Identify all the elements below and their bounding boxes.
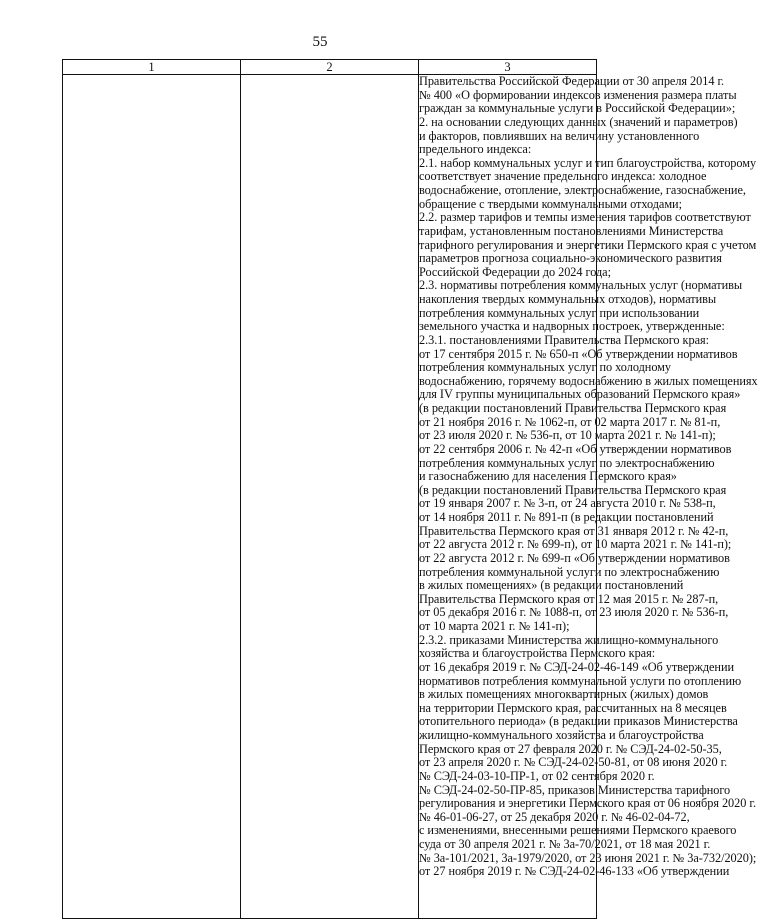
text-line: № 400 «О формировании индексов изменения размера платы	[419, 87, 737, 102]
text-line: в жилых помещениях многоквартирных (жилых) домов	[419, 687, 709, 702]
text-line: отопительного периода» (в редакции приказов Министерства	[419, 714, 738, 729]
text-line: от 22 августа 2012 г. № 699-п «Об утверждении нормативов	[419, 550, 730, 565]
text-line: 2.3.2. приказами Министерства жилищно-коммунального	[419, 632, 719, 647]
text-line: Российской Федерации до 2024 года;	[419, 264, 611, 279]
text-line: накопления твердых коммунальных отходов), нормативы	[419, 292, 717, 306]
text-line: № СЭД-24-02-50-ПР-85, приказов Министерства тарифного	[419, 782, 731, 797]
text-line: Правительства Российской Федерации от 30 апреля 2014 г.	[419, 74, 725, 88]
text-line: жилищно-коммунального хозяйства и благоустройства	[419, 728, 704, 742]
text-line: потребления коммунальных услуг при использовании	[419, 305, 700, 320]
text-line: 2.2. размер тарифов и темпы изменения тарифов соответствуют	[419, 210, 751, 225]
text-line: на территории Пермского края, рассчитанных на 8 месяцев	[419, 700, 727, 715]
text-line: потребления коммунальной услуги по электроснабжению	[419, 564, 720, 579]
text-line: от 27 ноября 2019 г. № СЭД-24-02-46-133 «Об утверждении	[419, 864, 730, 879]
text-line: суда от 30 апреля 2021 г. № 3а-70/2021, от 18 мая 2021 г.	[419, 837, 711, 851]
text-line: от 10 марта 2021 г. № 141-п);	[419, 619, 570, 633]
text-line: предельного индекса:	[419, 142, 532, 157]
page-number: 55	[312, 34, 328, 50]
text-line: параметров прогноза социально-экономического развития	[419, 251, 722, 266]
text-line: 2. на основании следующих данных (значений и параметров)	[419, 114, 738, 129]
text-line: потребления коммунальных услуг по электроснабжению	[419, 455, 715, 470]
cell-column-1	[63, 75, 241, 919]
text-line: от 23 июля 2020 г. № 536-п, от 10 марта 2021 г. № 141-п);	[419, 428, 716, 443]
text-line: обращение с твердыми коммунальными отходами;	[419, 196, 682, 211]
text-line: и газоснабжению для населения Пермского края»	[419, 469, 677, 484]
text-line: хозяйства и благоустройства Пермского края:	[419, 646, 656, 661]
text-line: для IV группы муниципальных образований Пермского края»	[419, 387, 741, 402]
text-line: водоснабжение, отопление, электроснабжение, газоснабжение,	[419, 183, 746, 197]
text-line: от 19 января 2007 г. № 3-п, от 24 августа 2010 г. № 538-п,	[419, 496, 716, 511]
text-block	[419, 74, 758, 879]
text-line: от 22 августа 2012 г. № 699-п), от 10 марта 2021 г. № 141-п);	[419, 537, 732, 552]
text-line: нормативов потребления коммунальной услуги по отоплению	[419, 673, 742, 688]
table-header-row	[63, 60, 597, 75]
text-line: Пермского края от 27 февраля 2020 г. № СЭД-24-02-50-35,	[419, 741, 722, 756]
text-line: № 3а-101/2021, 3а-1979/2020, от 23 июня 2021 г. № 3а-732/2020);	[419, 850, 757, 865]
text-line: граждан за коммунальные услуги в Российской Федерации»;	[419, 101, 736, 116]
cell-column-2	[241, 75, 419, 919]
column-header-1: 1	[63, 60, 241, 75]
text-line: тарифного регулирования и энергетики Пермского края с учетом	[419, 237, 757, 252]
cell-column-3	[419, 74, 758, 919]
text-line: № СЭД-24-03-10-ПР-1, от 02 сентября 2020 г.	[419, 768, 655, 783]
text-line: от 21 ноября 2016 г. № 1062-п, от 02 марта 2017 г. № 81-п,	[419, 414, 721, 429]
text-line: № 46-01-06-27, от 25 декабря 2020 г. № 46-02-04-72,	[419, 809, 690, 824]
text-line: от 23 апреля 2020 г. № СЭД-24-02-50-81, от 08 июня 2020 г.	[419, 755, 728, 770]
text-line: (в редакции постановлений Правительства Пермского края	[419, 482, 727, 497]
text-line: потребления коммунальных услуг по холодному	[419, 360, 672, 375]
text-line: от 16 декабря 2019 г. № СЭД-24-02-46-149 «Об утверждении	[419, 659, 735, 674]
text-line: от 22 сентября 2006 г. № 42-п «Об утверждении нормативов	[419, 441, 732, 456]
text-line: с изменениями, внесенными решениями Пермского краевого	[419, 823, 737, 838]
text-line: в жилых помещениях» (в редакции постановлений	[419, 578, 684, 593]
text-line: Правительства Пермского края от 31 января 2012 г. № 42-п,	[419, 523, 729, 538]
text-line: земельного участка и надворных построек, утвержденные:	[419, 319, 725, 334]
table-row	[63, 75, 597, 919]
text-line: Правительства Пермского края от 12 мая 2015 г. № 287-п,	[419, 591, 719, 606]
text-line: 2.1. набор коммунальных услуг и тип благоустройства, которому	[419, 155, 757, 170]
text-line: от 05 декабря 2016 г. № 1088-п, от 23 июля 2020 г. № 536-п,	[419, 605, 729, 620]
text-line: от 17 сентября 2015 г. № 650-п «Об утверждении нормативов	[419, 346, 738, 361]
text-line: соответствует значение предельного индекса: холодное	[419, 169, 707, 184]
text-line: от 14 ноября 2011 г. № 891-п (в редакции постановлений	[419, 510, 714, 524]
text-line: регулирования и энергетики Пермского края от 06 ноября 2020 г.	[419, 796, 757, 811]
text-line: (в редакции постановлений Правительства Пермского края	[419, 401, 727, 415]
column-header-2: 2	[241, 60, 419, 75]
text-line: и факторов, повлиявших на величину установленного	[419, 128, 700, 143]
column-header-3: 3	[419, 60, 597, 75]
text-line: водоснабжению, горячему водоснабжению в жилых помещениях	[419, 373, 758, 388]
text-line: 2.3. нормативы потребления коммунальных услуг (нормативы	[419, 278, 743, 293]
text-line: 2.3.1. постановлениями Правительства Пермского края:	[419, 332, 709, 347]
document-table	[62, 59, 758, 919]
text-line: тарифам, установленным постановлениями Министерства	[419, 223, 724, 238]
